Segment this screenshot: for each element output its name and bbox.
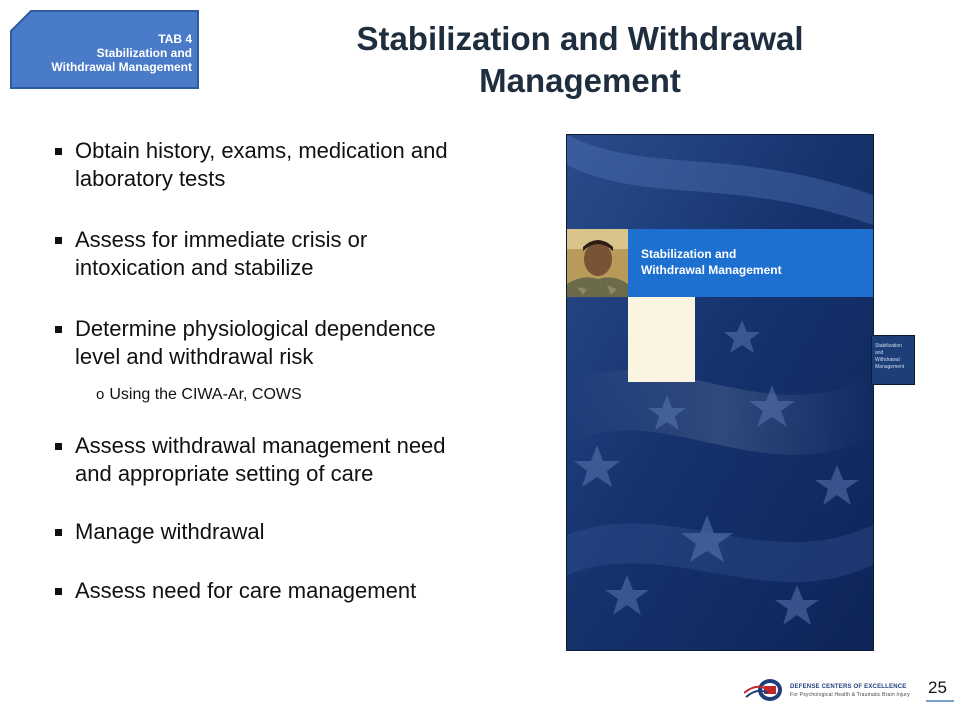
page-number: 25: [928, 678, 947, 697]
list-item: [52, 226, 367, 282]
spine-line-1: Stabilization: [875, 343, 902, 349]
bullet-square-icon: [55, 443, 62, 450]
flag-background: [567, 135, 873, 650]
org-name: DEFENSE CENTERS OF EXCELLENCE: [790, 684, 907, 690]
bullet-text: Assess for immediate crisis or: [75, 227, 368, 252]
bullet-text: Manage withdrawal: [75, 519, 265, 544]
tab-line-1: Stabilization and: [96, 46, 192, 60]
tab-label: [51, 32, 192, 74]
tab-line-2: Withdrawal Management: [51, 60, 192, 74]
cover-title-line-1: Stabilization and: [641, 247, 737, 261]
bullet-text: laboratory tests: [75, 166, 226, 191]
bullet-text: Determine physiological dependence: [75, 316, 436, 341]
cover-title-line-2: Withdrawal Management: [641, 263, 782, 277]
bullet-text: intoxication and stabilize: [75, 255, 314, 280]
sub-bullet-marker: o: [96, 386, 105, 403]
list-item: [52, 577, 416, 605]
bullet-square-icon: [55, 529, 62, 536]
guide-cover-image: [566, 134, 874, 651]
title-line-2: Management: [479, 62, 681, 99]
spine-line-3: Withdrawal: [875, 357, 900, 363]
org-subtitle: For Psychological Health & Traumatic Brain Injury: [790, 692, 910, 698]
list-item: [52, 432, 446, 488]
list-item: [52, 137, 448, 193]
bullet-text: Assess need for care management: [75, 578, 417, 603]
bullet-square-icon: [55, 237, 62, 244]
dcoe-emblem-icon: [744, 675, 790, 705]
soldier-photo: [567, 229, 628, 297]
tab-badge: [9, 10, 200, 89]
tab-number: TAB 4: [158, 32, 192, 46]
page-number-underline: [926, 700, 954, 702]
spine-line-4: Management: [875, 364, 905, 370]
list-item: [52, 315, 436, 371]
list-item: [52, 518, 265, 546]
bullet-square-icon: [55, 326, 62, 333]
bullet-square-icon: [55, 148, 62, 155]
bullet-text: Obtain history, exams, medication and: [75, 138, 448, 163]
bullet-text: level and withdrawal risk: [75, 344, 314, 369]
cover-title: [641, 246, 782, 278]
bullet-text: Assess withdrawal management need: [75, 433, 446, 458]
spine-text: [875, 343, 904, 371]
soldier-portrait-icon: [567, 229, 628, 297]
spine-line-2: and: [875, 350, 884, 356]
cover-cream-box: [628, 297, 695, 382]
title-line-1: Stabilization and Withdrawal: [356, 20, 804, 57]
dcoe-wordmark: [790, 683, 910, 699]
sub-bullet: [96, 385, 302, 405]
sub-bullet-text: Using the CIWA-Ar, COWS: [109, 386, 302, 403]
bullet-text: and appropriate setting of care: [75, 461, 374, 486]
bullet-square-icon: [55, 588, 62, 595]
page-title: [230, 18, 930, 102]
guide-spine-thumbnail: [871, 335, 915, 385]
